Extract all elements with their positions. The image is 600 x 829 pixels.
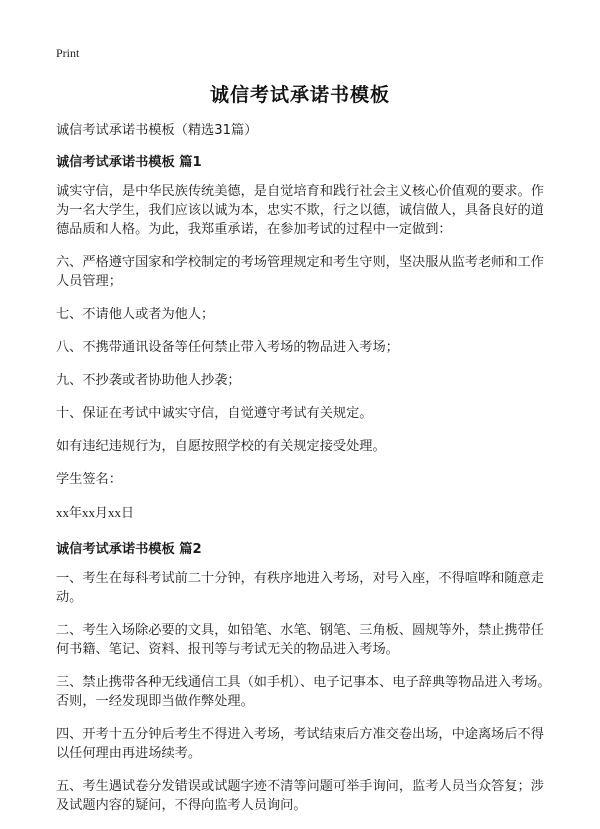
- paragraph: 一、考生在每科考试前二十分钟，有秩序地进入考场，对号入座，不得喧哗和随意走动。: [56, 571, 544, 605]
- section-heading-2: 诚信考试承诺书模板 篇2: [56, 542, 202, 557]
- document-body: [56, 121, 556, 829]
- paragraph: 十、保证在考试中诚实守信，自觉遵守考试有关规定。: [56, 406, 373, 421]
- paragraph: 二、考生入场除必要的文具，如铅笔、水笔、钢笔、三角板、圆规等外，禁止携带任何书籍、笔记、资料、报刊等与考试无关的物品进入考场。: [56, 623, 544, 657]
- section-heading-1: 诚信考试承诺书模板 篇1: [56, 155, 202, 170]
- signature-label: 学生签名：: [56, 472, 122, 487]
- page-title: 诚信考试承诺书模板: [209, 84, 390, 106]
- paragraph: 三、禁止携带各种无线通信工具（如手机）、电子记事本、电子辞典等物品进入考场。否则，一经发现即当做作弊处理。: [56, 675, 551, 709]
- paragraph: 七、不请他人或者为他人；: [56, 307, 215, 322]
- paragraph: 四、开考十五分钟后考生不得进入考场，考试结束后方准交卷出场，中途离场后不得以任何理由再进场续考。: [56, 727, 544, 761]
- document-subtitle: 诚信考试承诺书模板（精选31篇）: [56, 123, 258, 138]
- print-link[interactable]: Print: [56, 46, 80, 60]
- paragraph: 如有违纪违规行为，自愿按照学校的有关规定接受处理。: [56, 439, 386, 454]
- paragraph: 六、严格遵守国家和学校制定的考场管理规定和考生守则，坚决服从监考老师和工作人员管理；: [56, 255, 544, 289]
- date-line: xx年xx月xx日: [56, 505, 135, 520]
- paragraph: 诚实守信，是中华民族传统美德，是自觉培育和践行社会主义核心价值观的要求。作为一名大学生，我们应该以诚为本，忠实不欺，行之以德，诚信做人，具备良好的道德品质和人格。为此，我郑重承诺，在参加考试的过程中一定做到：: [56, 184, 544, 237]
- paragraph: 五、考生遇试卷分发错误或试题字迹不清等问题可举手询问，监考人员当众答复；涉及试题内容的疑问，不得向监考人员询问。: [56, 779, 544, 813]
- paragraph: 九、不抄袭或者协助他人抄袭；: [56, 373, 241, 388]
- paragraph: 八、不携带通讯设备等任何禁止带入考场的物品进入考场；: [56, 340, 399, 355]
